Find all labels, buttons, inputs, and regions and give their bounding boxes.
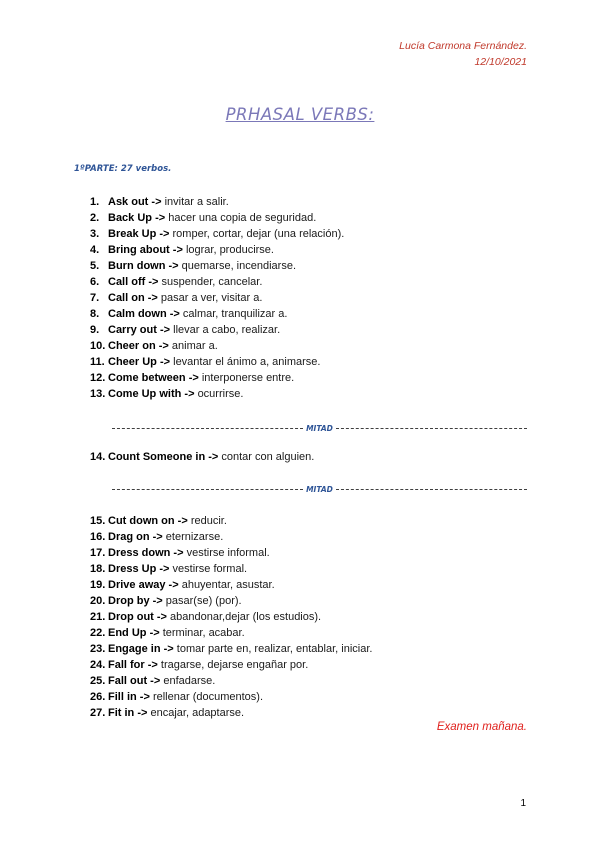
verb-phrase: Drop by — [108, 595, 150, 607]
verb-number: 25. — [90, 675, 106, 687]
verb-phrase: Come Up with — [108, 388, 182, 400]
verb-phrase: Engage in — [108, 643, 161, 655]
verb-phrase: Cheer Up — [108, 356, 157, 368]
verb-item — [90, 386, 344, 402]
dashed-line-left — [112, 489, 303, 490]
verb-phrase: Drag on — [108, 531, 150, 543]
verb-meaning: enfadarse. — [163, 675, 216, 687]
verb-item — [90, 242, 344, 258]
verb-item — [90, 274, 344, 290]
author-block — [399, 38, 527, 70]
page-number: 1 — [520, 798, 526, 809]
verb-arrow: -> — [173, 547, 184, 559]
verb-phrase: Call off — [108, 276, 146, 288]
verb-arrow: -> — [158, 340, 169, 352]
verb-item — [90, 529, 372, 545]
verb-item — [90, 338, 344, 354]
verb-meaning: vestirse informal. — [186, 547, 270, 559]
verb-phrase: Drop out — [108, 611, 154, 623]
verb-meaning: romper, cortar, dejar (una relación). — [172, 228, 345, 240]
verb-arrow: -> — [137, 707, 148, 719]
verb-arrow: -> — [159, 228, 170, 240]
verb-phrase: Fall out — [108, 675, 148, 687]
verb-item — [90, 290, 344, 306]
verb-meaning: interponerse entre. — [201, 372, 295, 384]
verb-number: 9. — [90, 324, 100, 336]
divider-label: MITAD — [306, 484, 333, 494]
verb-phrase: Count Someone in — [108, 451, 206, 463]
verb-item — [90, 641, 372, 657]
verb-arrow: -> — [208, 451, 219, 463]
verb-meaning: ahuyentar, asustar. — [181, 579, 275, 591]
verb-phrase: Burn down — [108, 260, 166, 272]
verb-number: 7. — [90, 292, 100, 304]
verb-number: 2. — [90, 212, 100, 224]
verb-phrase: Ask out — [108, 196, 149, 208]
verb-phrase: Break Up — [108, 228, 157, 240]
verb-meaning: llevar a cabo, realizar. — [173, 324, 281, 336]
verb-phrase: Fall for — [108, 659, 145, 671]
verb-meaning: contar con alguien. — [221, 451, 315, 463]
verb-phrase: Call on — [108, 292, 145, 304]
verb-arrow: -> — [151, 196, 162, 208]
verb-number: 10. — [90, 340, 106, 352]
verb-number: 5. — [90, 260, 100, 272]
verb-number: 18. — [90, 563, 106, 575]
verb-arrow: -> — [159, 356, 171, 368]
verb-number: 6. — [90, 276, 100, 288]
verb-number: 22. — [90, 627, 106, 639]
verb-number: 13. — [90, 388, 106, 400]
verb-number: 19. — [90, 579, 106, 591]
verb-meaning: terminar, acabar. — [162, 627, 245, 639]
verb-meaning: lograr, producirse. — [185, 244, 274, 256]
document-date: 12/10/2021 — [474, 56, 527, 68]
verb-list-part-2 — [90, 449, 314, 465]
verb-number: 23. — [90, 643, 106, 655]
verb-item — [90, 322, 344, 338]
verb-meaning: ocurrirse. — [197, 388, 244, 400]
verb-arrow: -> — [169, 308, 180, 320]
verb-arrow: -> — [184, 388, 195, 400]
verb-number: 20. — [90, 595, 106, 607]
verb-meaning: quemarse, incendiarse. — [181, 260, 296, 272]
verb-number: 1. — [90, 196, 100, 208]
dashed-line-right — [336, 428, 527, 429]
verb-arrow: -> — [156, 611, 167, 623]
verb-number: 26. — [90, 691, 106, 703]
verb-meaning: abandonar,dejar (los estudios). — [170, 611, 322, 623]
verb-phrase: Carry out — [108, 324, 157, 336]
verb-arrow: -> — [188, 372, 199, 384]
verb-meaning: hacer una copia de seguridad. — [168, 212, 317, 224]
verb-item — [90, 545, 372, 561]
mitad-divider — [112, 422, 527, 434]
verb-arrow: -> — [168, 260, 179, 272]
verb-arrow: -> — [172, 244, 183, 256]
verb-item — [90, 689, 372, 705]
verb-number: 16. — [90, 531, 106, 543]
verb-item — [90, 609, 372, 625]
verb-arrow: -> — [149, 627, 160, 639]
verb-phrase: Fill in — [108, 691, 137, 703]
verb-meaning: tragarse, dejarse engañar por. — [160, 659, 309, 671]
exam-note: Examen mañana. — [436, 721, 527, 733]
verb-phrase: Calm down — [108, 308, 167, 320]
verb-meaning: reducir. — [190, 515, 227, 527]
verb-arrow: -> — [168, 579, 179, 591]
verb-arrow: -> — [147, 659, 158, 671]
verb-meaning: pasar(se) (por). — [165, 595, 242, 607]
verb-meaning: vestirse formal. — [172, 563, 248, 575]
verb-meaning: calmar, tranquilizar a. — [182, 308, 288, 320]
verb-number: 3. — [90, 228, 100, 240]
verb-item — [90, 705, 372, 721]
verb-arrow: -> — [159, 324, 171, 336]
verb-phrase: Cheer on — [108, 340, 156, 352]
verb-arrow: -> — [152, 595, 163, 607]
verb-item — [90, 561, 372, 577]
verb-arrow: -> — [159, 563, 170, 575]
verb-phrase: Bring about — [108, 244, 170, 256]
verb-number: 4. — [90, 244, 100, 256]
verb-arrow: -> — [150, 675, 161, 687]
verb-item — [90, 370, 344, 386]
verb-meaning: suspender, cancelar. — [161, 276, 263, 288]
verb-meaning: tomar parte en, realizar, entablar, iniciar. — [176, 643, 373, 655]
verb-phrase: Dress down — [108, 547, 171, 559]
verb-number: 17. — [90, 547, 106, 559]
verb-phrase: End Up — [108, 627, 147, 639]
verb-item — [90, 577, 372, 593]
dashed-line-left — [112, 428, 303, 429]
verb-item — [90, 593, 372, 609]
verb-arrow: -> — [177, 515, 188, 527]
verb-item — [90, 625, 372, 641]
section-heading: 1ºPARTE: 27 verbos. — [74, 164, 172, 174]
verb-meaning: rellenar (documentos). — [152, 691, 264, 703]
page-title: PRHASAL VERBS: — [225, 105, 375, 124]
verb-arrow: -> — [147, 292, 158, 304]
verb-arrow: -> — [163, 643, 174, 655]
verb-list-part-1 — [90, 194, 344, 402]
verb-arrow: -> — [155, 212, 166, 224]
verb-meaning: encajar, adaptarse. — [150, 707, 245, 719]
verb-meaning: pasar a ver, visitar a. — [160, 292, 263, 304]
verb-item — [90, 354, 344, 370]
verb-meaning: invitar a salir. — [164, 196, 229, 208]
verb-number: 11. — [90, 356, 105, 368]
verb-number: 14. — [90, 451, 106, 463]
verb-arrow: -> — [152, 531, 163, 543]
verb-number: 8. — [90, 308, 100, 320]
verb-number: 24. — [90, 659, 106, 671]
verb-item — [90, 449, 314, 465]
verb-number: 21. — [90, 611, 106, 623]
verb-phrase: Come between — [108, 372, 186, 384]
verb-item — [90, 194, 344, 210]
dashed-line-right — [336, 489, 527, 490]
author-name: Lucía Carmona Fernández. — [399, 40, 527, 52]
verb-item — [90, 513, 372, 529]
verb-item — [90, 306, 344, 322]
verb-item — [90, 673, 372, 689]
verb-phrase: Drive away — [108, 579, 166, 591]
verb-meaning: levantar el ánimo a, animarse. — [173, 356, 321, 368]
verb-meaning: eternizarse. — [165, 531, 224, 543]
verb-list-part-3 — [90, 513, 372, 721]
verb-item — [90, 657, 372, 673]
verb-meaning: animar a. — [171, 340, 218, 352]
verb-phrase: Back Up — [108, 212, 153, 224]
verb-number: 15. — [90, 515, 106, 527]
verb-arrow: -> — [148, 276, 159, 288]
verb-phrase: Fit in — [108, 707, 135, 719]
verb-item — [90, 258, 344, 274]
verb-phrase: Dress Up — [108, 563, 157, 575]
divider-label: MITAD — [306, 423, 333, 433]
verb-arrow: -> — [139, 691, 150, 703]
verb-item — [90, 226, 344, 242]
verb-number: 27. — [90, 707, 106, 719]
verb-item — [90, 210, 344, 226]
verb-phrase: Cut down on — [108, 515, 175, 527]
mitad-divider — [112, 483, 527, 495]
verb-number: 12. — [90, 372, 106, 384]
